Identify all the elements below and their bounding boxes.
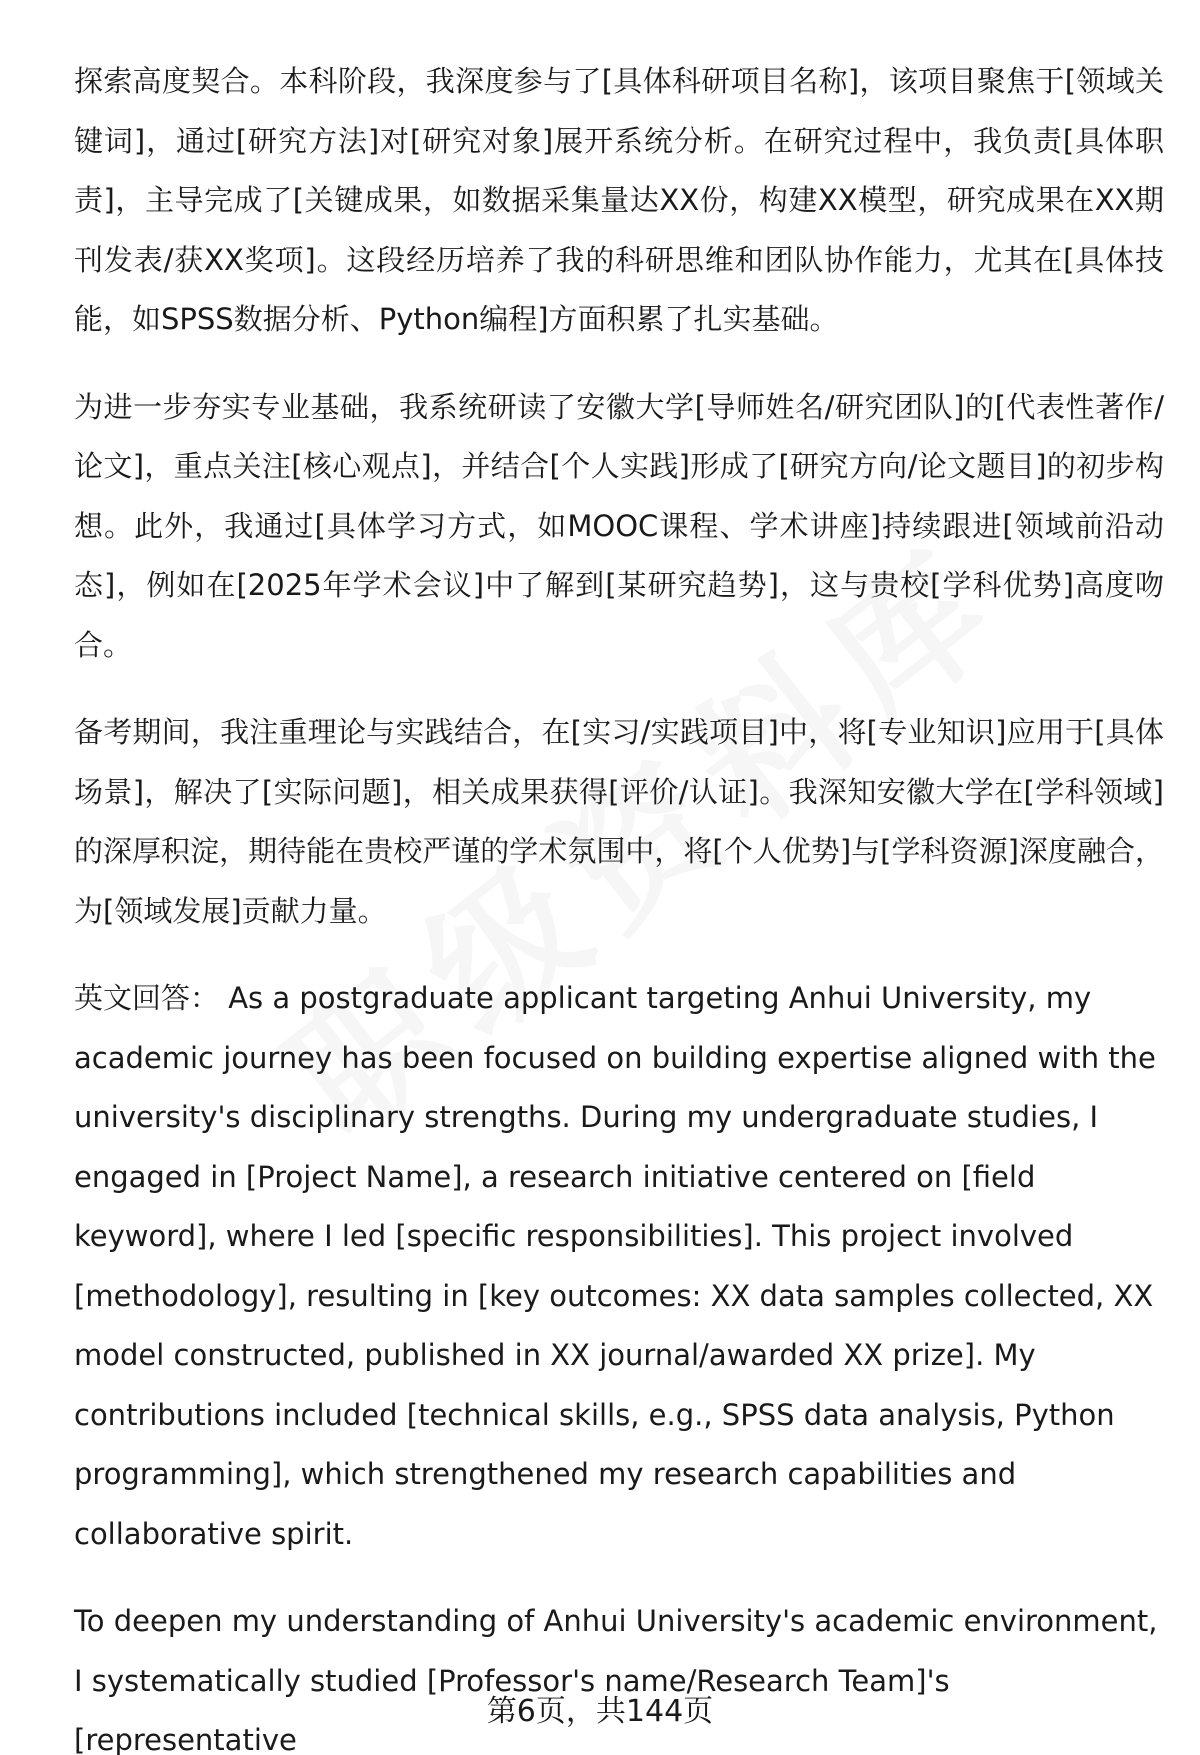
document-body — [74, 52, 1164, 1755]
page-number-footer: 第6页，共144页 — [486, 1694, 714, 1729]
paragraph-research-experience: 探索高度契合。本科阶段，我深度参与了[具体科研项目名称]，该项目聚焦于[领域关键词]，通过[研究方法]对[研究对象]展开系统分析。在研究过程中，我负责[具体职责]，主导完成了[关键成果，如数据采集量达XX份，构建XX模型，研究成果在XX期刊发表/获XX奖项]。这段经历培养了我的科研思维和团队协作能力，尤其在[具体技能，如SPSS数据分析、Python编程]方面积累了扎实基础。 — [74, 64, 1164, 336]
paragraph-professional-foundation: 为进一步夯实专业基础，我系统研读了安徽大学[导师姓名/研究团队]的[代表性著作/论文]，重点关注[核心观点]，并结合[个人实践]形成了[研究方向/论文题目]的初步构想。此外，我通过[具体学习方式，如MOOC课程、学术讲座]持续跟进[领域前沿动态]，例如在[2025年学术会议]中了解到[某研究趋势]，这与贵校[学科优势]高度吻合。 — [74, 389, 1164, 662]
paragraph-exam-preparation: 备考期间，我注重理论与实践结合，在[实习/实践项目]中，将[专业知识]应用于[具体场景]，解决了[实际问题]，相关成果获得[评价/认证]。我深知安徽大学在[学科领域]的深厚积淀，期待能在贵校严谨的学术氛围中，将[个人优势]与[学科资源]深度融合，为[领域发展]贡献力量。 — [74, 715, 1164, 928]
paragraph-english-continued: To deepen my understanding of Anhui University's academic environment, I systematically studied [Professor's name/Research Team]'s [representative — [74, 1604, 1158, 1755]
paragraph-english-answer: 英文回答： As a postgraduate applicant targeting Anhui University, my academic journey has been focused on building expertise aligned with the university's disciplinary strengths. During my undergraduate studies, I engaged in [Project Name], a research initiative centered on [field keyword], where I led [specific responsibilities]. This project involved [methodology], resulting in [key outcomes: XX data samples collected, XX model constructed, published in XX journal/awarded XX prize]. My contributions included [technical skills, e.g., SPSS data analysis, Python programming], which strengthened my research capabilities and collaborative spirit. — [74, 981, 1156, 1551]
